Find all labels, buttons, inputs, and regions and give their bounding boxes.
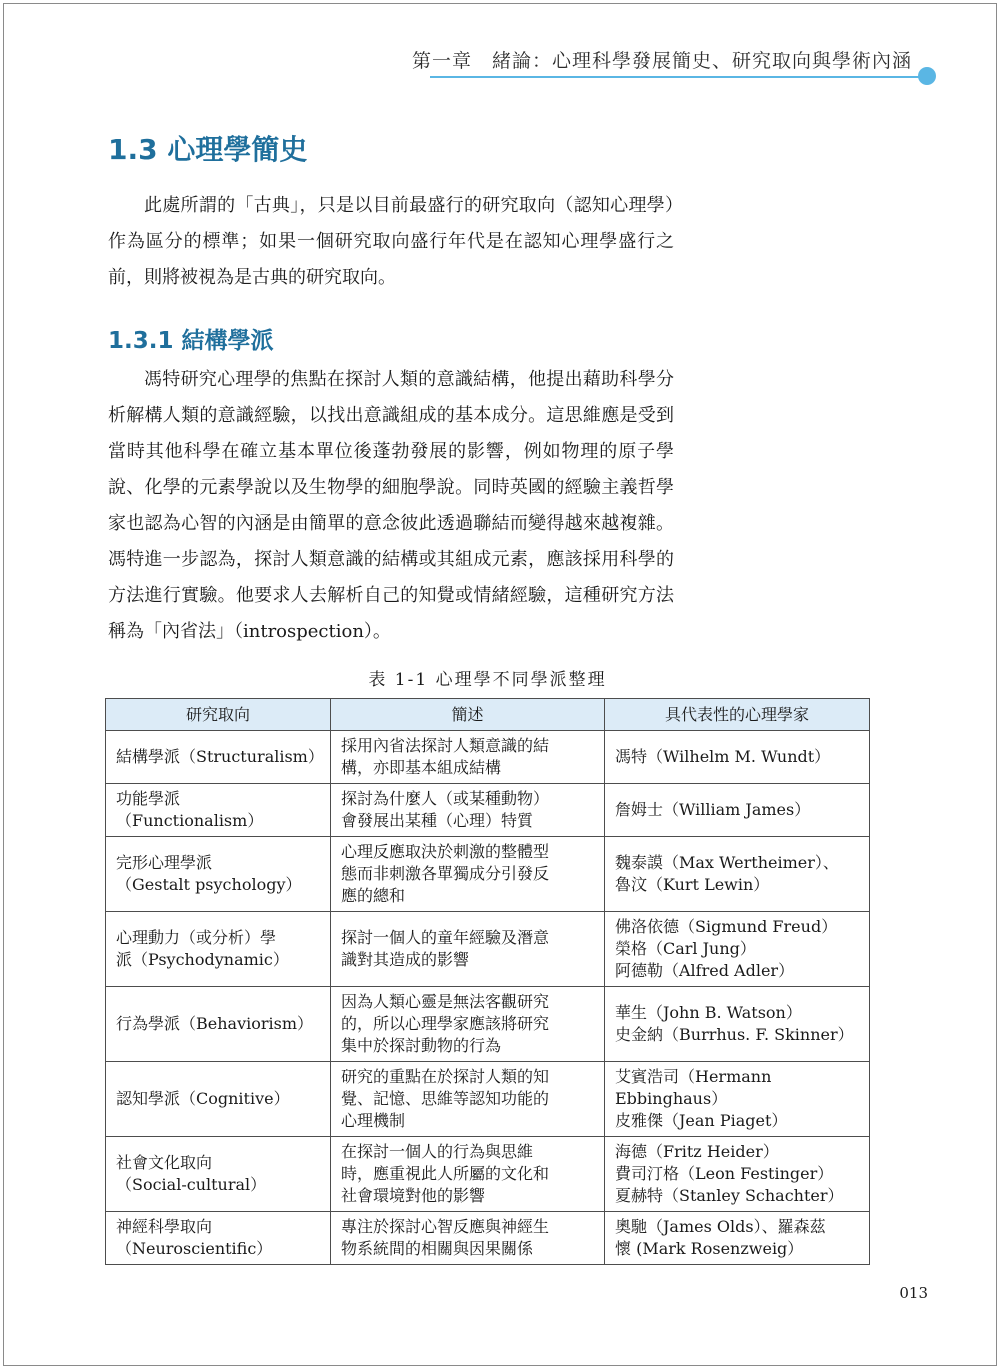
cell-line: 懷 (Mark Rosenzweig） xyxy=(615,1239,804,1258)
psychologists-cell xyxy=(605,1062,870,1137)
table-row xyxy=(106,987,870,1062)
cell-line: （Neuroscientific） xyxy=(116,1239,273,1258)
cell-line: 構，亦即基本組成結構 xyxy=(341,758,502,777)
header-approach: 研究取向 xyxy=(106,699,331,731)
description-cell xyxy=(331,987,605,1062)
cell-line: 社會文化取向 xyxy=(116,1153,213,1172)
schools-table xyxy=(105,698,870,1265)
running-header: 第一章 緒論：心理科學發展簡史、研究取向與學術內涵 xyxy=(411,50,912,72)
cell-line: 魯汶（Kurt Lewin） xyxy=(615,875,770,894)
header-dot-icon xyxy=(918,67,936,85)
cell-line: 會發展出某種（心理）特質 xyxy=(341,811,534,830)
cell-line: 派（Psychodynamic） xyxy=(116,950,289,969)
cell-line: 心理機制 xyxy=(341,1111,406,1130)
cell-line: 社會環境對他的影響 xyxy=(341,1186,486,1205)
table-row xyxy=(106,912,870,987)
cell-line: 詹姆士（William James） xyxy=(615,800,811,819)
cell-line: 夏赫特（Stanley Schachter） xyxy=(615,1186,844,1205)
cell-line: 魏泰謨（Max Wertheimer）、 xyxy=(615,853,839,872)
psychologists-cell xyxy=(605,1137,870,1212)
description-cell xyxy=(331,1062,605,1137)
cell-line: 因為人類心靈是無法客觀研究 xyxy=(341,992,550,1011)
cell-line: 阿德勒（Alfred Adler） xyxy=(615,961,795,980)
description-cell xyxy=(331,837,605,912)
approach-cell xyxy=(106,987,331,1062)
cell-line: 探討一個人的童年經驗及潛意 xyxy=(341,928,550,947)
cell-line: 探討為什麼人（或某種動物） xyxy=(341,789,550,808)
cell-line: 行為學派（Behaviorism） xyxy=(116,1014,314,1033)
cell-line: 覺、記憶、思維等認知功能的 xyxy=(341,1089,550,1108)
description-cell xyxy=(331,731,605,784)
cell-line: 研究的重點在於探討人類的知 xyxy=(341,1067,550,1086)
cell-line: 奧馳（James Olds）、羅森茲 xyxy=(615,1217,826,1236)
cell-line: 皮雅傑（Jean Piaget） xyxy=(615,1111,788,1130)
description-cell xyxy=(331,1212,605,1265)
psychologists-cell xyxy=(605,731,870,784)
cell-line: 史金納（Burrhus. F. Skinner） xyxy=(615,1025,854,1044)
cell-line: 時，應重視此人所屬的文化和 xyxy=(341,1164,550,1183)
approach-cell xyxy=(106,731,331,784)
cell-line: （Gestalt psychology） xyxy=(116,875,302,894)
cell-line: 心理反應取決於刺激的整體型 xyxy=(341,842,550,861)
approach-cell xyxy=(106,1212,331,1265)
table-row xyxy=(106,837,870,912)
cell-line: 功能學派 xyxy=(116,789,181,808)
header-description: 簡述 xyxy=(331,699,605,731)
cell-line: 專注於探討心智反應與神經生 xyxy=(341,1217,550,1236)
cell-line: 海德（Fritz Heider） xyxy=(615,1142,779,1161)
cell-line: 神經科學取向 xyxy=(116,1217,213,1236)
description-cell xyxy=(331,1137,605,1212)
body-paragraph: 馮特研究心理學的焦點在探討人類的意識結構，他提出藉助科學分析解構人類的意識經驗，以找出意識組成的基本成分。這思維應是受到當時其他科學在確立基本單位後蓬勃發展的影響，例如物理的原子學說、化學的元素學說以及生物學的細胞學說。同時英國的經驗主義哲學家也認為心智的內涵是由簡單的意念彼此透過聯結而變得越來越複雜。馮特進一步認為，探討人類意識的結構或其組成元素，應該採用科學的方法進行實驗。他要求人去解析自己的知覺或情緒經驗，這種研究方法稱為「內省法」（introspection）。 xyxy=(108,369,674,642)
description-cell xyxy=(331,912,605,987)
approach-cell xyxy=(106,837,331,912)
cell-line: 心理動力（或分析）學 xyxy=(116,928,277,947)
cell-line: 完形心理學派 xyxy=(116,853,213,872)
approach-cell xyxy=(106,1137,331,1212)
psychologists-cell xyxy=(605,837,870,912)
cell-line: 費司汀格（Leon Festinger） xyxy=(615,1164,834,1183)
table-row xyxy=(106,784,870,837)
table-row xyxy=(106,1137,870,1212)
table-row xyxy=(106,731,870,784)
intro-paragraph: 此處所謂的「古典」，只是以目前最盛行的研究取向（認知心理學）作為區分的標準；如果一個研究取向盛行年代是在認知心理學盛行之前，則將被視為是古典的研究取向。 xyxy=(108,195,674,288)
psychologists-cell xyxy=(605,912,870,987)
cell-line: 結構學派（Structuralism） xyxy=(116,747,324,766)
cell-line: 態而非刺激各單獨成分引發反 xyxy=(341,864,550,883)
psychologists-cell xyxy=(605,1212,870,1265)
cell-line: 榮格（Carl Jung） xyxy=(615,939,756,958)
cell-line: 物系統間的相關與因果關係 xyxy=(341,1239,534,1258)
cell-line: 在探討一個人的行為與思維 xyxy=(341,1142,534,1161)
cell-line: （Functionalism） xyxy=(116,811,264,830)
subsection-title: 1.3.1 結構學派 xyxy=(108,328,274,354)
approach-cell xyxy=(106,1062,331,1137)
cell-line: 的，所以心理學家應該將研究 xyxy=(341,1014,550,1033)
section-title: 1.3 心理學簡史 xyxy=(108,133,308,166)
table-header-row xyxy=(106,699,870,731)
description-cell xyxy=(331,784,605,837)
cell-line: （Social-cultural） xyxy=(116,1175,267,1194)
cell-line: 艾賓浩司（Hermann xyxy=(615,1067,772,1086)
cell-line: 認知學派（Cognitive） xyxy=(116,1089,290,1108)
approach-cell xyxy=(106,912,331,987)
psychologists-cell xyxy=(605,987,870,1062)
cell-line: 應的總和 xyxy=(341,886,406,905)
cell-line: 採用內省法探討人類意識的結 xyxy=(341,736,550,755)
table-row xyxy=(106,1212,870,1265)
page-number: 013 xyxy=(899,1284,928,1302)
cell-line: 集中於探討動物的行為 xyxy=(341,1036,502,1055)
table-body xyxy=(106,731,870,1265)
psychologists-cell xyxy=(605,784,870,837)
cell-line: 華生（John B. Watson） xyxy=(615,1003,802,1022)
header-rule xyxy=(430,76,930,78)
approach-cell xyxy=(106,784,331,837)
cell-line: 馮特（Wilhelm M. Wundt） xyxy=(615,747,831,766)
cell-line: 識對其造成的影響 xyxy=(341,950,470,969)
cell-line: Ebbinghaus） xyxy=(615,1089,728,1108)
cell-line: 佛洛依德（Sigmund Freud） xyxy=(615,917,838,936)
header-psychologists: 具代表性的心理學家 xyxy=(605,699,870,731)
table-row xyxy=(106,1062,870,1137)
table-caption: 表 1-1 心理學不同學派整理 xyxy=(368,670,607,690)
